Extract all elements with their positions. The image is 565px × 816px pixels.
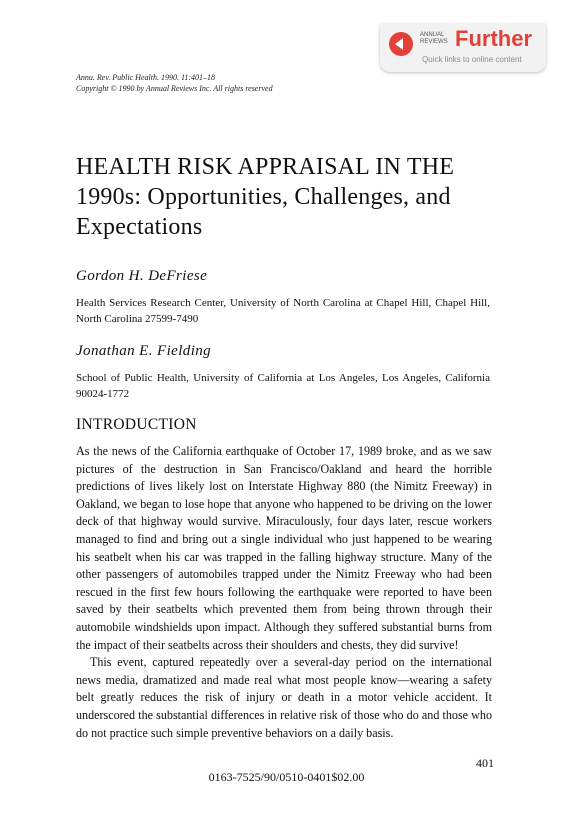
journal-citation <box>76 72 273 94</box>
further-label: Further <box>455 26 532 51</box>
page-number: 401 <box>476 756 494 770</box>
citation-line: Annu. Rev. Public Health. 1990. 11:401–18 <box>76 73 216 82</box>
body-text <box>76 443 492 742</box>
article-title: HEALTH RISK APPRAISAL IN THE 1990s: Opportunities, Challenges, and Expectations <box>76 154 455 240</box>
copyright-line: Copyright © 1990 by Annual Reviews Inc. All rights reserved <box>76 84 273 93</box>
author-name: Gordon H. DeFriese <box>76 268 208 284</box>
paragraph: This event, captured repeatedly over a several-day period on the international news media, dramatized and made real what most people know—wearing a safety belt greatly reduces the risk of injury or death in a motor vehicle accident. It underscored the substantial differences in relative risk of those who do and those who do not practice such simple preventive behaviors on a daily basis. <box>76 655 492 740</box>
further-subtitle: Quick links to online content <box>422 55 522 64</box>
footer-code: 0163-7525/90/0510-0401$02.00 <box>208 770 365 784</box>
author-affiliation: Health Services Research Center, University of North Carolina at Chapel Hill, Chapel Hill, North Carolina 27599-7490 <box>76 297 490 325</box>
further-badge[interactable] <box>380 24 546 72</box>
author-affiliation: School of Public Health, University of California at Los Angeles, Los Angeles, California 90024-1772 <box>76 372 490 400</box>
section-heading: INTRODUCTION <box>76 416 197 433</box>
paragraph: As the news of the California earthquake of October 17, 1989 broke, and as we saw pictures of the destruction in San Francisco/Oakland and heard the horrible predictions of lives likely lost on Interstate Highway 880 (the Nimitz Freeway) in Oakland, we began to lose hope that anyone who happened to be driving on the lower deck of that highway would survive. Miraculously, four days later, rescue workers managed to find and bring out a single individual who just happened to be wearing his seatbelt when his car was trapped in the falling highway structure. Many of the other passengers of automobiles trapped under the Nimitz Freeway who had been rescued in the first few hours following the earthquake were reported to have been saved by their seatbelts which prevented them from being thrown through their automobile windshields upon impact. Although they suffered substantial burns from the impact of their seatbelts across their shoulders and chests, they did survive! <box>76 444 492 652</box>
arrow-circle-icon <box>389 32 413 56</box>
annual-reviews-logo-text: ANNUAL REVIEWS <box>420 32 448 45</box>
author-name: Jonathan E. Fielding <box>76 343 212 359</box>
